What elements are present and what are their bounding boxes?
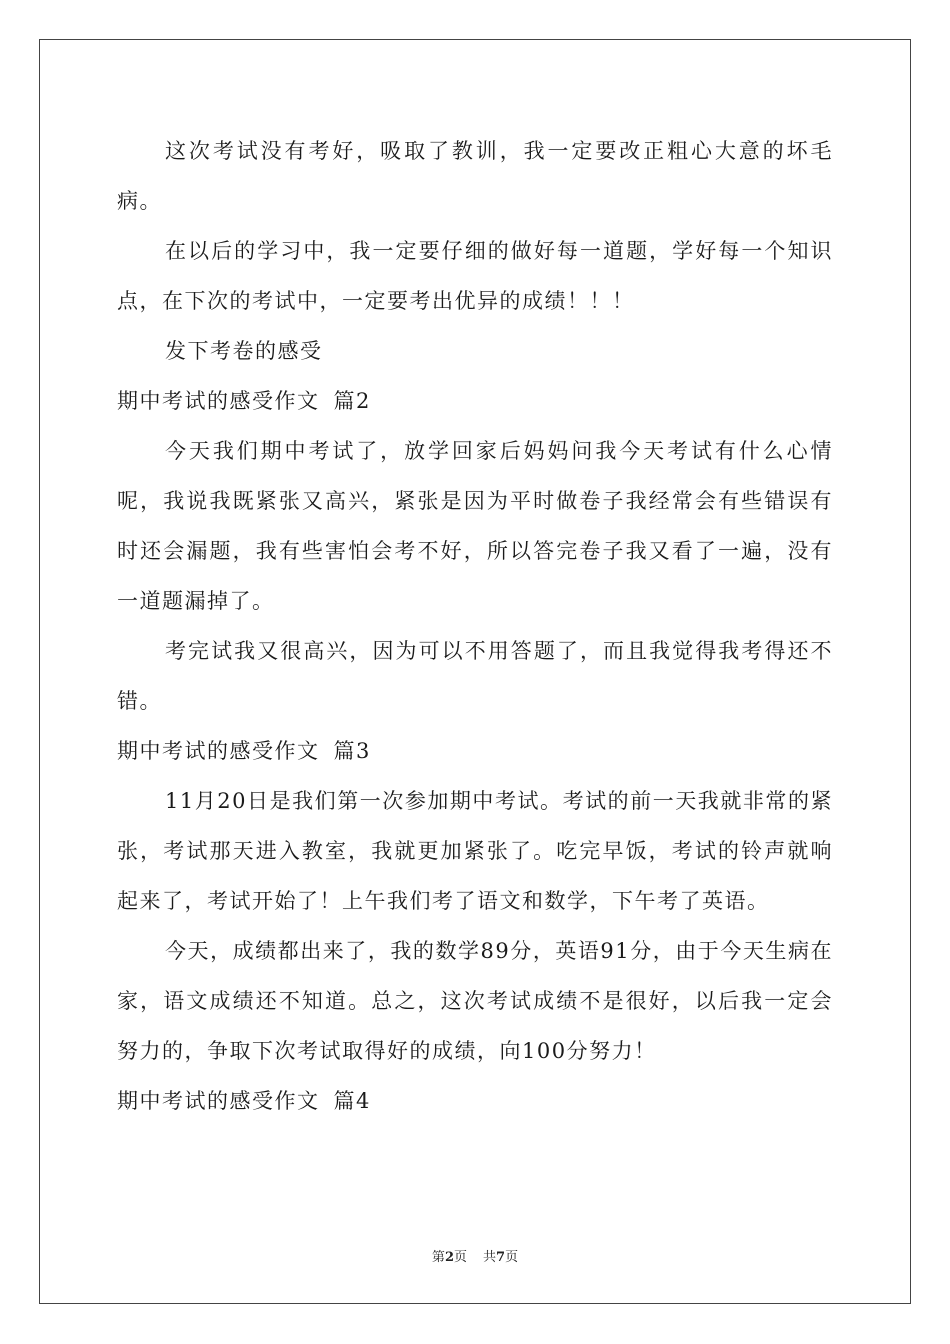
paragraph-3: 发下考卷的感受 (165, 339, 323, 363)
section-heading-part: 篇3 (333, 739, 371, 763)
page-number (432, 1250, 467, 1265)
page-current: 2 (444, 1250, 454, 1265)
total-suffix: 页 (505, 1250, 519, 1265)
paragraph-1: 这次考试没有考好，吸取了教训，我一定要改正粗心大意的坏毛病。 (117, 139, 833, 213)
page-suffix: 页 (453, 1250, 467, 1265)
section-heading-part: 篇2 (333, 389, 371, 413)
document-body (117, 126, 833, 1126)
page-footer (0, 1246, 950, 1265)
total-prefix: 共 (483, 1250, 497, 1265)
page-total (483, 1250, 518, 1265)
section-heading-title: 期中考试的感受作文 (117, 389, 320, 413)
section-heading-2 (117, 376, 833, 426)
section-heading-3 (117, 726, 833, 776)
paragraph-5: 考完试我又很高兴，因为可以不用答题了，而且我觉得我考得还不错。 (117, 639, 833, 713)
paragraph-7: 今天，成绩都出来了，我的数学89分，英语91分，由于今天生病在家，语文成绩还不知道。总之，这次考试成绩不是很好，以后我一定会努力的，争取下次考试取得好的成绩，向100分努力！ (117, 939, 833, 1063)
section-heading-title: 期中考试的感受作文 (117, 739, 320, 763)
section-heading-title: 期中考试的感受作文 (117, 1089, 320, 1113)
paragraph-6: 11月20日是我们第一次参加期中考试。考试的前一天我就非常的紧张，考试那天进入教室，我就更加紧张了。吃完早饭，考试的铃声就响起来了，考试开始了！上午我们考了语文和数学，下午考了英语。 (117, 789, 833, 913)
total-count: 7 (496, 1250, 506, 1265)
page-prefix: 第 (431, 1250, 445, 1265)
paragraph-2: 在以后的学习中，我一定要仔细的做好每一道题，学好每一个知识点，在下次的考试中，一定要考出优异的成绩！！！ (117, 239, 833, 313)
section-heading-part: 篇4 (333, 1089, 371, 1113)
section-heading-4 (117, 1076, 833, 1126)
paragraph-4: 今天我们期中考试了，放学回家后妈妈问我今天考试有什么心情呢，我说我既紧张又高兴，紧张是因为平时做卷子我经常会有些错误有时还会漏题，我有些害怕会考不好，所以答完卷子我又看了一遍，没有一道题漏掉了。 (117, 439, 833, 613)
